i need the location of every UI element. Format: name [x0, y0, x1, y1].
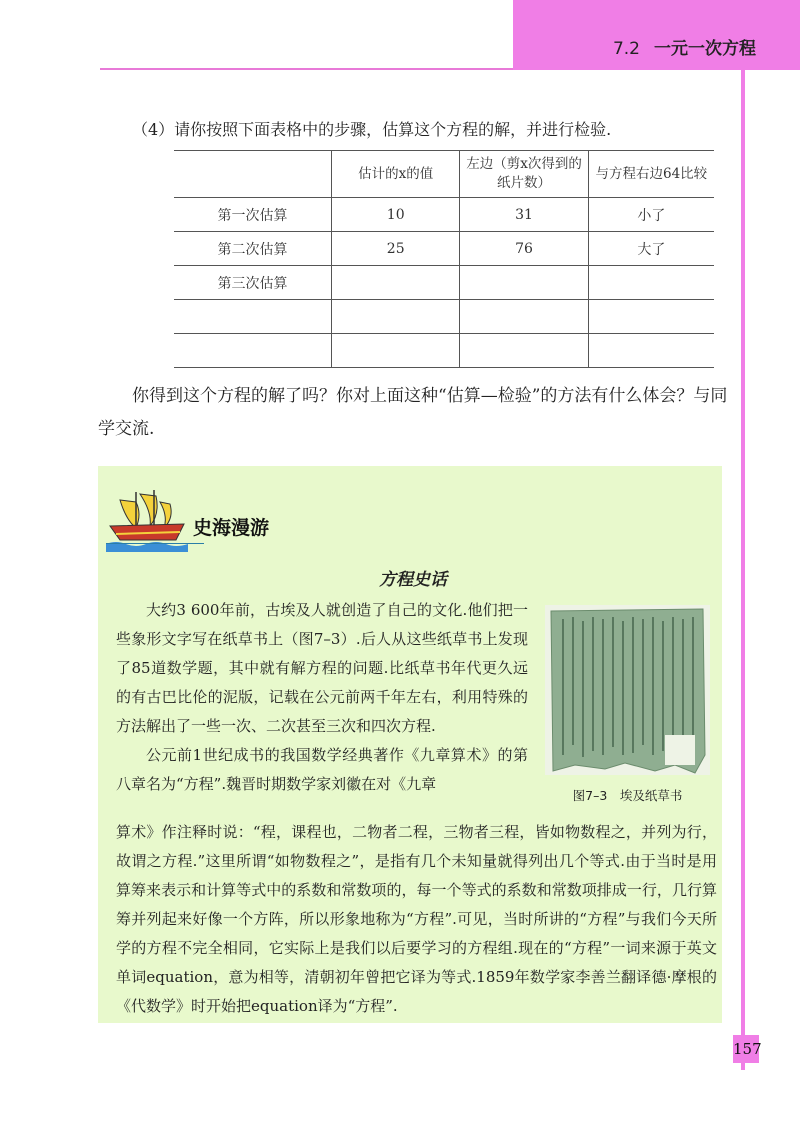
table-cell: 第二次估算	[174, 232, 332, 266]
table-cell	[460, 300, 588, 334]
papyrus-image	[545, 605, 710, 775]
table-cell	[332, 266, 460, 300]
margin-bar	[741, 70, 745, 1070]
estimation-table	[174, 150, 714, 368]
table-cell	[460, 266, 588, 300]
section-heading: 史海漫游	[193, 517, 270, 539]
table-row	[174, 266, 714, 300]
table-header-row	[174, 151, 714, 198]
header-block	[513, 0, 800, 70]
history-paragraph-2-rest: 算术》作注释时说：“程，课程也，二物者二程，三物者三程，皆如物数程之，并列为行，故谓之方程.”这里所谓“如物数程之”，是指有几个未知量就得列出几个等式.由于当时是用算筹来表示和计算等式中的系数和常数项的，每一个等式的系数和常数项排成一行，几行算筹并列起来好像一个方阵，所以形象地称为“方程”.可见，当时所讲的“方程”与我们今天所学的方程不完全相同，它实际上是我们以后要学习的方程组.现在的“方程”一词来源于英文单词equation，意为相等，清朝初年曾把它译为等式.1859年数学家李善兰翻译德·摩根的《代数学》时开始把equation译为“方程”.	[116, 823, 717, 1015]
table-cell	[588, 266, 714, 300]
section-title: 一元一次方程	[654, 39, 756, 59]
table-row	[174, 300, 714, 334]
table-cell: 31	[460, 198, 588, 232]
table-cell	[332, 300, 460, 334]
history-paragraph-2-start: 公元前1世纪成书的我国数学经典著作《九章算术》的第八章名为“方程”.魏晋时期数学家刘徽在对《九章	[116, 746, 528, 793]
table-cell	[174, 334, 332, 368]
history-paragraph-1: 大约3 600年前，古埃及人就创造了自己的文化.他们把一些象形文字写在纸草书上（图7–3）.后人从这些纸草书上发现了85道数学题，其中就有解方程的问题.比纸草书年代更久远的有古巴比伦的泥版，记载在公元前两千年左右，利用特殊的方法解出了一些一次、二次甚至三次和四次方程.	[116, 601, 528, 735]
table-cell: 第一次估算	[174, 198, 332, 232]
page-number: 157	[733, 1035, 759, 1063]
table-cell: 76	[460, 232, 588, 266]
table-cell	[174, 300, 332, 334]
table-header: 估计的x的值	[332, 151, 460, 198]
discussion-paragraph: 你得到这个方程的解了吗？你对上面这种“估算—检验”的方法有什么体会？与同学交流.	[98, 386, 728, 439]
table-cell: 第三次估算	[174, 266, 332, 300]
table-cell: 小了	[588, 198, 714, 232]
table-row	[174, 334, 714, 368]
table-header: 与方程右边64比较	[588, 151, 714, 198]
history-text-top	[116, 596, 528, 799]
question-text: （4）请你按照下面表格中的步骤，估算这个方程的解，并进行检验.	[132, 120, 612, 139]
figure-caption: 图7–3 埃及纸草书	[572, 788, 683, 803]
table-cell	[332, 334, 460, 368]
story-title: 方程史话	[379, 570, 447, 590]
table-row	[174, 232, 714, 266]
section-number: 7.2	[612, 39, 640, 59]
table-cell: 大了	[588, 232, 714, 266]
table-cell	[588, 300, 714, 334]
section-heading-rule	[106, 543, 204, 544]
table-row	[174, 198, 714, 232]
table-cell	[588, 334, 714, 368]
header-rule	[100, 68, 513, 70]
table-header: 左边（剪x次得到的纸片数）	[460, 151, 588, 198]
chapter-heading	[613, 34, 756, 59]
table-cell: 25	[332, 232, 460, 266]
table-header	[174, 151, 332, 198]
table-cell: 10	[332, 198, 460, 232]
table-cell	[460, 334, 588, 368]
